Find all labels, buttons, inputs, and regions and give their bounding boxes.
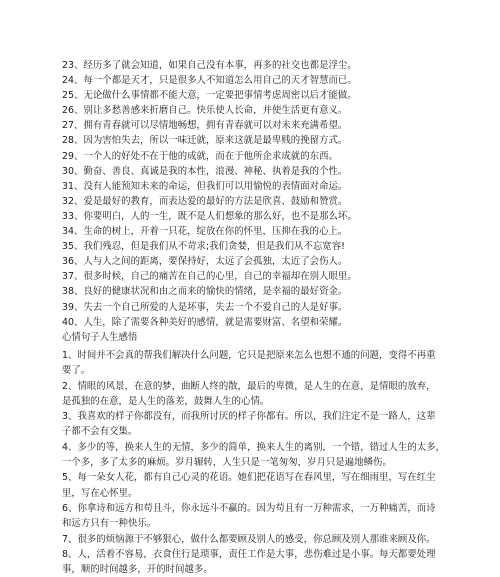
paragraph-line: 8、人，活着不容易，衣食住行是琐事，责任工作是大事，悲伤难过是小事。每天都要处理 bbox=[62, 548, 436, 560]
paragraph-line: 要了。 bbox=[62, 365, 91, 377]
list-item: 25、无论做什么事情都不能大意，一定要把事情考虑周密以后才能做。 bbox=[62, 90, 357, 102]
list-item: 24、每一个都是天才，只是很多人不知道怎么用自己的天才智慧而已。 bbox=[62, 75, 357, 87]
list-item: 26、别让多愁善感来折磨自己。快乐使人长命，并使生活更有意义。 bbox=[62, 105, 348, 117]
list-item: 30、勤奋、善良、真诚是我的本性，浪漫、神秘、执着是我的个性。 bbox=[62, 165, 348, 177]
quote-list bbox=[62, 58, 442, 345]
list-item: 34、生命的树上，开着一只花，绽放在你的怀里，压抑在我的心上。 bbox=[62, 226, 348, 238]
paragraph-line: 和远方只有一种快乐。 bbox=[62, 518, 157, 530]
list-item: 39、失去一个自己所爱的人是坏事，失去一个不爱自己的人是好事。 bbox=[62, 301, 348, 313]
paragraph-line: 事，顺的时间越多，开的时间越多。 bbox=[62, 564, 213, 576]
list-item: 35、我们残忍，但是我们从不苛求;我们贪婪，但是我们从不忘宽容! bbox=[62, 241, 345, 253]
list-item: 33、你要明白，人的一生，既不是人们想象的那么好，也不是那么坏。 bbox=[62, 210, 357, 222]
paragraph-line: 3、我喜欢的样子你都没有，而我所讨厌的样子你都有。所以，我们注定不是一路人，这辈 bbox=[62, 411, 436, 423]
list-item: 36、人与人之间的距离，要保持好，太远了会孤独，太近了会伤人。 bbox=[62, 256, 348, 268]
paragraph-line: 是孤独的在意，是人生的落差，鼓舞人生的心情。 bbox=[62, 395, 270, 407]
paragraph-line: 1、时间并不会真的帮我们解决什么问题，它只是把原来怎么也想不通的问题，变得不再重 bbox=[62, 350, 436, 361]
paragraph-line: 一个多，多了太多的麻烦。岁月辗转，人生只是一笔匆匆，岁月只是遍地鳞伤。 bbox=[62, 457, 392, 469]
paragraph-line: 5、每一朵女人花，都有自己心灵的花语。她们把花语写在春风里，写在细雨里，写在红尘 bbox=[62, 472, 436, 484]
paragraph-line: 4、多少的等，换来人生的无情，多少的简单，换来人生的离别，一个错，错过人生的太多， bbox=[62, 441, 446, 453]
list-item: 32、爱是最好的教育，而表达爱的最好的方法是欣喜、鼓励和赞赏。 bbox=[62, 195, 348, 207]
list-item: 38、良好的健康状况和由之而来的愉快的情绪，是幸福的最好资金。 bbox=[62, 286, 348, 298]
list-item: 23、经历多了就会知道，如果自己没有本事，再多的社交也都是浮尘。 bbox=[62, 60, 357, 71]
paragraph-line: 子都不会有交集。 bbox=[62, 426, 138, 438]
list-item: 27、拥有青春就可以尽情地畅想，拥有青春就可以对未来充满希望。 bbox=[62, 120, 348, 132]
list-item: 37、很多时候，自己的痛苦在自己的心里，自己的幸福却在别人眼里。 bbox=[62, 271, 357, 283]
paragraph-list bbox=[62, 348, 446, 577]
list-item: 40、人生，除了需要各种美好的感情，就是需要财富、名望和荣耀。 bbox=[62, 316, 348, 328]
list-item: 28、因为害怕失去，所以一味迁就，原来这就是最卑贱的挽留方式。 bbox=[62, 135, 348, 147]
list-item: 29、一个人的好处不在于他的成就，而在于他所企求成就的东西。 bbox=[62, 150, 338, 162]
paragraph-line: 7、很多的烦恼源于不够狠心，做什么都要顾及别人的感受，你总顾及别人那谁来顾及你。 bbox=[62, 533, 436, 545]
section-heading: 心情句子人生感悟 bbox=[62, 331, 138, 343]
list-item: 31、没有人能预知未来的命运，但我们可以用愉悦的表情面对命运。 bbox=[62, 180, 348, 192]
paragraph-line: 6、你拿诗和远方和苟且斗，你永远斗不赢的。因为苟且有一万种需求，一万种痛苦，而诗 bbox=[62, 502, 436, 514]
paragraph-line: 里，写在心怀里。 bbox=[62, 487, 138, 499]
paragraph-line: 2、情眼的风景，在意的梦，曲断人终的散，最后的卑微，是人生的在意，是情眼的放弃， bbox=[62, 380, 436, 392]
